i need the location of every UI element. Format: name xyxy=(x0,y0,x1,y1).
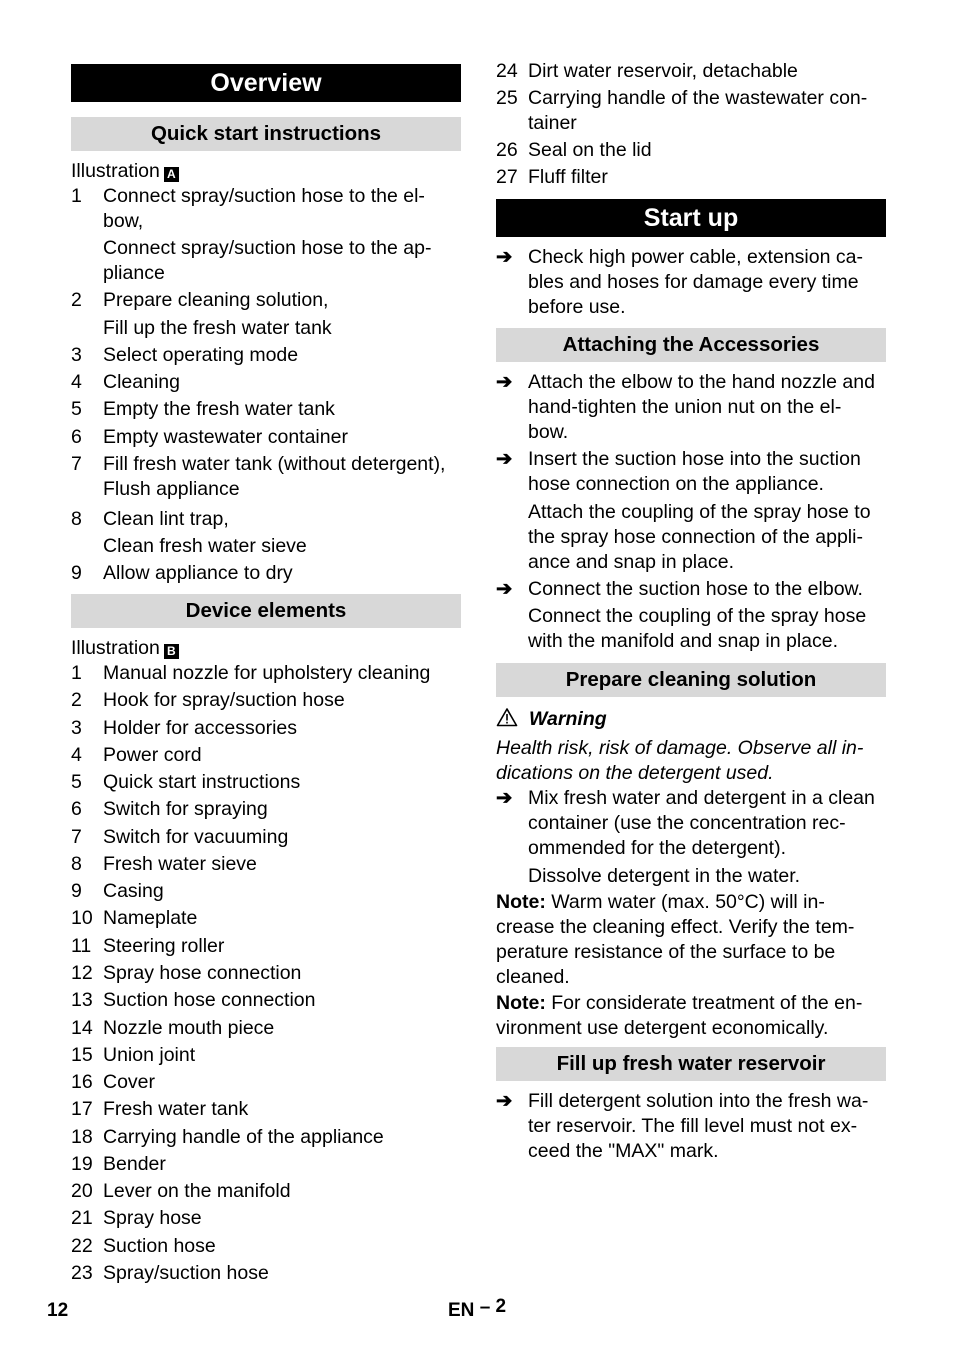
item-text: Manual nozzle for upholstery cleaning xyxy=(103,662,431,684)
item-text: Lever on the manifold xyxy=(103,1180,291,1203)
fill-reservoir-heading: Fill up fresh water reservoir xyxy=(496,1047,886,1081)
item-text: Quick start instructions xyxy=(103,771,301,794)
item-text: Hook for spray/suction hose xyxy=(103,689,345,712)
item-number: 2 xyxy=(71,689,82,712)
item-text: Spray hose xyxy=(103,1207,202,1230)
item-number: 23 xyxy=(71,1261,93,1284)
note-paragraph: Note: For considerate treatment of the en- vironment use detergent economically. xyxy=(496,992,863,1039)
item-text: Switch for vacuuming xyxy=(103,825,289,848)
item-number: 22 xyxy=(71,1234,93,1257)
arrow-right-icon: ➔ xyxy=(496,448,513,470)
illustration-a-badge: A xyxy=(164,167,179,182)
list-item: 25 Carrying handle of the wastewater con- tainer xyxy=(496,87,868,134)
list-item: ➔ Check high power cable, extension ca- bles and hoses for damage every time before use. xyxy=(496,246,863,318)
item-number: 21 xyxy=(71,1207,93,1230)
page-number: 12 xyxy=(47,1300,69,1321)
item-text: Suction hose xyxy=(103,1234,216,1257)
item-text: Steering roller xyxy=(103,934,225,957)
quick-start-heading: Quick start instructions xyxy=(71,117,461,151)
illustration-a-label: Illustration A xyxy=(71,159,461,184)
warning-label: Warning xyxy=(529,708,607,730)
item-text: Nameplate xyxy=(103,907,198,930)
item-text: Holder for accessories xyxy=(103,716,297,739)
item-number: 9 xyxy=(71,880,82,903)
start-up-heading: Start up xyxy=(496,199,886,237)
item-number: 15 xyxy=(71,1043,93,1066)
overview-heading: Overview xyxy=(71,64,461,102)
arrow-right-icon: ➔ xyxy=(496,787,513,809)
item-text: Fresh water sieve xyxy=(103,852,257,875)
item-text: Carrying handle of the appliance xyxy=(103,1125,384,1148)
item-number: 7 xyxy=(71,825,82,848)
note-paragraph: Note: Warm water (max. 50°C) will in- crease the cleaning effect. Verify the tem- perature resistance of the surface to be cleaned. xyxy=(496,891,855,988)
list-item: ➔ Insert the suction hose into the suction hose connection on the appliance. xyxy=(496,448,861,495)
warning-triangle-icon xyxy=(496,707,518,734)
item-number: 14 xyxy=(71,1016,93,1039)
item-number: 12 xyxy=(71,962,93,984)
item-number: 20 xyxy=(71,1180,93,1203)
item-number: 6 xyxy=(71,798,82,821)
item-number: 8 xyxy=(71,852,82,875)
list-item: Connect spray/suction hose to the ap- pliance xyxy=(103,237,432,284)
list-item: 7 Fill fresh water tank (without detergent), Flush appliance xyxy=(71,453,446,500)
item-text: Casing xyxy=(103,880,164,903)
item-text: Switch for spraying xyxy=(103,798,268,821)
item-number: 4 xyxy=(71,743,82,766)
item-text: Spray/suction hose xyxy=(103,1261,269,1284)
item-number: 10 xyxy=(71,907,93,930)
item-text: Nozzle mouth piece xyxy=(103,1016,275,1039)
item-text: Union joint xyxy=(103,1043,196,1066)
illustration-b-label: Illustration B xyxy=(71,636,461,661)
illustration-b-badge: B xyxy=(164,644,179,659)
arrow-right-icon: ➔ xyxy=(496,1090,513,1112)
item-text: Cover xyxy=(103,1071,156,1093)
page-footer-label: EN – 2 xyxy=(448,1296,507,1321)
item-number: 19 xyxy=(71,1152,93,1175)
item-number: 16 xyxy=(71,1071,93,1093)
list-item: Connect the coupling of the spray hose with the manifold and snap in place. xyxy=(528,605,867,652)
arrow-right-icon: ➔ xyxy=(496,246,513,268)
list-item: ➔ Mix fresh water and detergent in a clean container (use the concentration rec- ommended for the detergent). xyxy=(496,787,875,859)
list-item: Attach the coupling of the spray hose to the spray hose connection of the appli- ance and snap in place. xyxy=(528,501,871,573)
list-item: ➔ Attach the elbow to the hand nozzle and hand-tighten the union nut on the el- bow. xyxy=(496,371,875,443)
arrow-right-icon: ➔ xyxy=(496,371,513,393)
list-item: ➔ Fill detergent solution into the fresh wa- ter reservoir. The fill level must not ex- ceed the "MAX" mark. xyxy=(496,1090,869,1162)
item-text: Suction hose connection xyxy=(103,989,316,1012)
item-number: 17 xyxy=(71,1098,93,1121)
item-text: Fresh water tank xyxy=(103,1098,249,1121)
item-number: 11 xyxy=(71,934,92,957)
warning-text: Health risk, risk of damage. Observe all in- dications on the detergent used. xyxy=(496,737,864,784)
list-item: 1 Connect spray/suction hose to the el- bow, xyxy=(71,185,425,232)
item-text: Power cord xyxy=(103,743,202,766)
item-number: 18 xyxy=(71,1125,93,1148)
device-elements-heading: Device elements xyxy=(71,594,461,628)
item-text: Spray hose connection xyxy=(103,962,302,984)
item-text: Bender xyxy=(103,1152,166,1175)
attaching-accessories-heading: Attaching the Accessories xyxy=(496,328,886,362)
arrow-right-icon: ➔ xyxy=(496,578,513,600)
item-number: 1 xyxy=(71,662,82,684)
item-number: 13 xyxy=(71,989,93,1012)
item-number: 5 xyxy=(71,771,82,794)
prepare-cleaning-heading: Prepare cleaning solution xyxy=(496,663,886,697)
item-number: 3 xyxy=(71,716,82,739)
